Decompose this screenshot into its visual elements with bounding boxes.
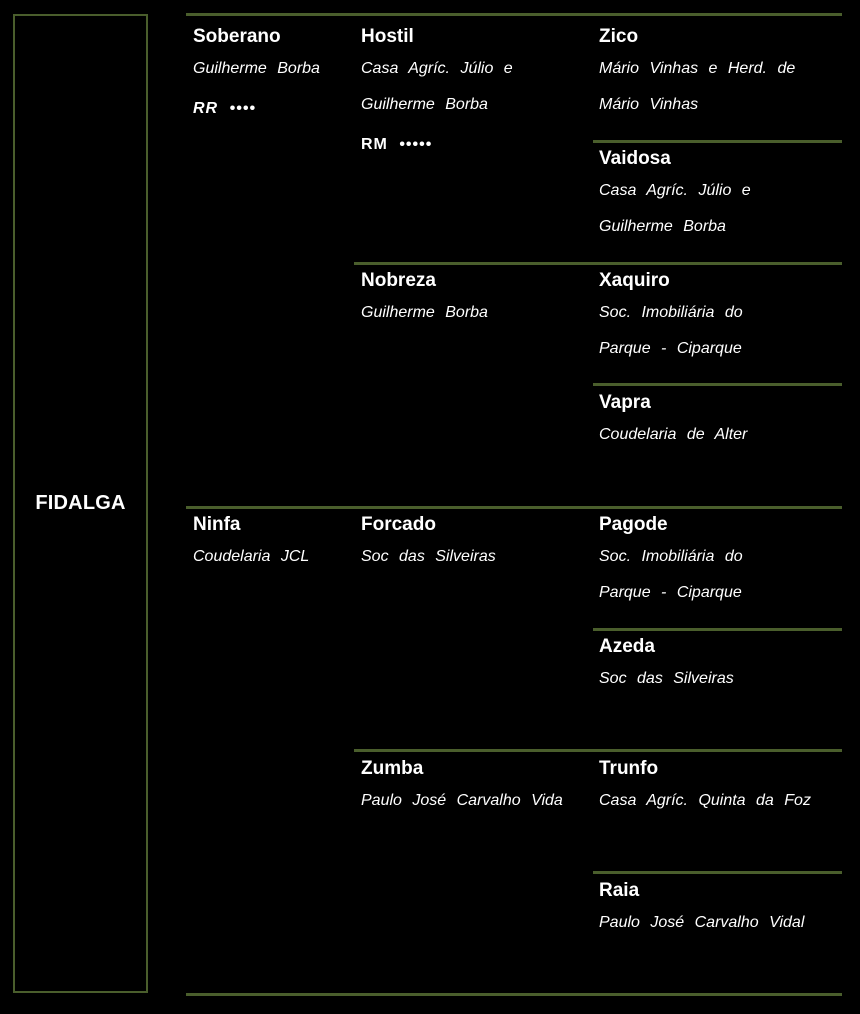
- separator-bottom: [186, 993, 842, 996]
- sire-sire-breeder: Casa Agríc. Júlio e Guilherme Borba: [361, 60, 513, 113]
- g3-1-breeder: Mário Vinhas e Herd. de Mário Vinhas: [599, 60, 796, 113]
- dam-dam-cell: [361, 757, 593, 819]
- g3-6-breeder: Soc das Silveiras: [599, 670, 734, 687]
- g3-8-breeder: Paulo José Carvalho Vidal: [599, 914, 805, 931]
- sire-sire-cell: [361, 25, 546, 157]
- g3-2-name: Vaidosa: [599, 148, 671, 169]
- g3-1-name: Zico: [599, 26, 639, 47]
- sire-dam-name: Nobreza: [361, 270, 436, 291]
- separator-g2-1: [354, 262, 842, 265]
- sire-dam-cell: [361, 269, 586, 331]
- sire-breeder: Guilherme Borba: [193, 60, 320, 77]
- g3-1-cell: [599, 25, 835, 123]
- g3-7-cell: [599, 757, 824, 819]
- separator-top: [186, 13, 842, 16]
- dam-sire-breeder: Soc das Silveiras: [361, 548, 496, 565]
- dam-cell: [193, 513, 351, 575]
- dam-sire-name: Forcado: [361, 514, 436, 535]
- dam-dam-breeder: Paulo José Carvalho Vida: [361, 792, 563, 809]
- separator-g2-3: [354, 749, 842, 752]
- sire-rating: RR ••••: [193, 100, 256, 117]
- sire-sire-rating: RM •••••: [361, 136, 433, 153]
- g3-5-breeder: Soc. Imobiliária do Parque - Ciparque: [599, 548, 743, 601]
- dam-breeder: Coudelaria JCL: [193, 548, 310, 565]
- g3-4-breeder: Coudelaria de Alter: [599, 426, 748, 443]
- g3-6-name: Azeda: [599, 636, 655, 657]
- g3-8-cell: [599, 879, 809, 941]
- g3-6-cell: [599, 635, 835, 697]
- g3-2-cell: [599, 147, 789, 245]
- g3-5-name: Pagode: [599, 514, 668, 535]
- sire-sire-name: Hostil: [361, 26, 414, 47]
- g3-4-name: Vapra: [599, 392, 651, 413]
- g3-7-breeder: Casa Agríc. Quinta da Foz: [599, 792, 811, 809]
- separator-g3-1: [593, 140, 842, 143]
- g3-3-cell: [599, 269, 789, 367]
- g3-8-name: Raia: [599, 880, 640, 901]
- g3-3-breeder: Soc. Imobiliária do Parque - Ciparque: [599, 304, 743, 357]
- sire-dam-breeder: Guilherme Borba: [361, 304, 488, 321]
- sire-cell: [193, 25, 351, 121]
- subject-name: FIDALGA: [35, 492, 126, 514]
- sire-name: Soberano: [193, 26, 281, 47]
- separator-g3-7: [593, 871, 842, 874]
- separator-g1: [186, 506, 842, 509]
- g3-4-cell: [599, 391, 835, 453]
- dam-sire-cell: [361, 513, 586, 575]
- g3-3-name: Xaquiro: [599, 270, 670, 291]
- g3-5-cell: [599, 513, 789, 611]
- separator-g3-5: [593, 628, 842, 631]
- g3-7-name: Trunfo: [599, 758, 659, 779]
- dam-name: Ninfa: [193, 514, 241, 535]
- g3-2-breeder: Casa Agríc. Júlio e Guilherme Borba: [599, 182, 751, 235]
- subject-box: [13, 14, 148, 993]
- dam-dam-name: Zumba: [361, 758, 424, 779]
- separator-g3-3: [593, 383, 842, 386]
